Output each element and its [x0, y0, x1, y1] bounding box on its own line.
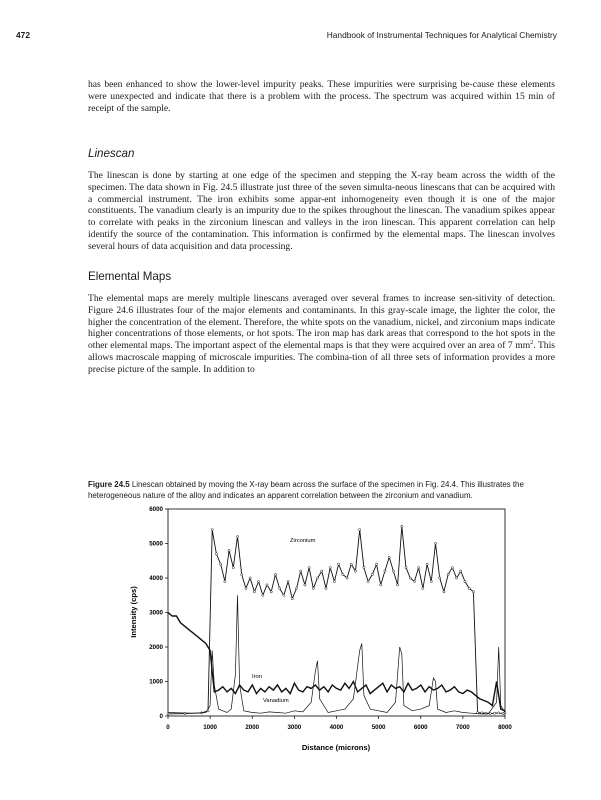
data-point-zirconium: [274, 573, 276, 575]
figure-caption-text: Linescan obtained by moving the X-ray beam across the surface of the specimen in Fig. 24.4. This illustrates the heterogeneous nature of the alloy and indicates an apparent correlation between the zirconium and vanadium.: [88, 480, 524, 501]
data-point-zirconium: [481, 712, 483, 714]
data-point-zirconium: [321, 570, 323, 572]
data-point-zirconium: [392, 570, 394, 572]
series-line-iron: [168, 613, 505, 711]
data-point-zirconium: [477, 711, 479, 713]
data-point-zirconium: [493, 712, 495, 714]
x-tick-label: 4000: [329, 724, 344, 731]
data-point-zirconium: [184, 712, 186, 714]
data-point-zirconium: [451, 567, 453, 569]
linescan-paragraph: The linescan is done by starting at one edge of the specimen and stepping the X-ray beam across the width of the specimen. The data shown in Fig. 24.5 illustrate just three of the seven simulta-neous linescans that can be acquired with a commercial instrument. The iron exhibits some appar-ent inhomogeneity even though it is one of the major constituents. The vanadium clearly is an impurity due to the spikes throughout the linescan. The vanadium spikes appear to correlate with peaks in the zirconium linescan and valleys in the iron linescan. This apparent correlation can help identify the source of the contamination. This information is confirmed by the elemental maps. The linescan involves several hours of data acquisition and data processing.: [88, 170, 555, 252]
elemental-maps-paragraph: [88, 293, 555, 376]
data-point-zirconium: [396, 584, 398, 586]
data-point-zirconium: [464, 580, 466, 582]
series-line-zirconium: [168, 526, 505, 714]
data-point-zirconium: [215, 553, 217, 555]
data-point-zirconium: [498, 712, 500, 714]
data-point-zirconium: [489, 712, 491, 714]
legend-iron: Iron: [252, 674, 262, 680]
data-point-zirconium: [363, 567, 365, 569]
data-point-zirconium: [201, 712, 203, 714]
y-tick-label: 2000: [149, 644, 163, 652]
data-point-zirconium: [241, 573, 243, 575]
data-point-zirconium: [401, 525, 403, 527]
elemental-maps-heading: Elemental Maps: [88, 270, 172, 283]
data-point-zirconium: [468, 587, 470, 589]
data-point-zirconium: [354, 570, 356, 572]
data-point-zirconium: [211, 529, 213, 531]
data-point-zirconium: [455, 577, 457, 579]
y-tick-label: 6000: [149, 506, 163, 514]
data-point-zirconium: [375, 563, 377, 565]
y-tick-label: 0: [159, 713, 163, 721]
data-point-zirconium: [291, 598, 293, 600]
data-point-zirconium: [312, 587, 314, 589]
running-header: [0, 30, 601, 44]
linescan-heading: Linescan: [88, 147, 135, 160]
y-tick-label: 3000: [149, 609, 163, 617]
y-tick-label: 4000: [149, 575, 163, 583]
data-point-zirconium: [443, 591, 445, 593]
data-point-zirconium: [287, 580, 289, 582]
data-point-zirconium: [325, 587, 327, 589]
data-point-zirconium: [257, 580, 259, 582]
data-point-zirconium: [472, 591, 474, 593]
data-point-zirconium: [422, 587, 424, 589]
data-point-zirconium: [447, 573, 449, 575]
page-number: 472: [16, 30, 30, 40]
data-point-zirconium: [333, 580, 335, 582]
data-point-zirconium: [224, 580, 226, 582]
series-line-vanadium: [168, 595, 505, 714]
x-axis-label: Distance (microns): [301, 743, 371, 752]
intro-paragraph: has been enhanced to show the lower-level impurity peaks. These impurities were surprising be-cause these elements were unexpected and indicate that there is a problem with the process. The spectrum was acquired within 15 min of receipt of the sample.: [88, 79, 555, 114]
data-point-zirconium: [460, 570, 462, 572]
plot-frame: [168, 509, 505, 716]
data-point-zirconium: [262, 594, 264, 596]
data-point-zirconium: [236, 536, 238, 538]
data-point-zirconium: [295, 587, 297, 589]
data-point-zirconium: [388, 556, 390, 558]
y-axis-ticks: [149, 506, 168, 720]
data-point-zirconium: [342, 573, 344, 575]
x-tick-label: 6000: [413, 724, 428, 731]
data-point-zirconium: [359, 529, 361, 531]
data-point-zirconium: [434, 542, 436, 544]
data-point-zirconium: [502, 712, 504, 714]
data-point-zirconium: [426, 563, 428, 565]
data-point-zirconium: [405, 567, 407, 569]
area-superscript: 2: [530, 340, 534, 346]
data-point-zirconium: [232, 567, 234, 569]
data-point-zirconium: [308, 567, 310, 569]
data-point-zirconium: [430, 580, 432, 582]
data-point-zirconium: [283, 594, 285, 596]
x-tick-label: 0: [166, 724, 170, 731]
elemental-maps-text-b: . This allows macroscale mapping of microscale impurities. The combina-tion of all three sets of information provides a more precise picture of the sample. In addition to: [88, 340, 555, 375]
data-point-zirconium: [220, 563, 222, 565]
data-point-zirconium: [439, 577, 441, 579]
x-tick-label: 8000: [498, 724, 512, 731]
data-point-zirconium: [253, 591, 255, 593]
data-point-zirconium: [371, 573, 373, 575]
data-point-zirconium: [167, 713, 169, 715]
data-point-zirconium: [316, 577, 318, 579]
data-point-zirconium: [329, 567, 331, 569]
data-point-zirconium: [413, 580, 415, 582]
data-point-zirconium: [485, 712, 487, 714]
elemental-maps-text-a: The elemental maps are merely multiple linescans averaged over several frames to increase sen-sitivity of detection. Figure 24.6 illustrates four of the major elements and contaminants. In this gray-scale image, the lighter the color, the higher the concentration of the element. Therefore, the white spots on the vanadium, nickel, and zirconium maps indicate higher concentrations of those elements, or hot spots. The iron map has dark areas that correspond to the hot spots in the other elemental maps. The important aspect of the elemental maps is that they were acquired over an area of 7 mm: [88, 293, 555, 352]
data-point-zirconium: [266, 584, 268, 586]
data-point-zirconium: [409, 577, 411, 579]
legend-zirconium: Zirconium: [290, 538, 316, 544]
data-point-zirconium: [380, 584, 382, 586]
data-point-zirconium: [270, 591, 272, 593]
data-point-zirconium: [346, 577, 348, 579]
data-point-zirconium: [367, 580, 369, 582]
running-title: Handbook of Instrumental Techniques for Analytical Chemistry: [326, 30, 557, 40]
data-point-zirconium: [300, 570, 302, 572]
x-tick-label: 2000: [245, 724, 260, 731]
x-tick-label: 5000: [371, 724, 386, 731]
x-axis-ticks: [166, 716, 512, 731]
data-point-zirconium: [338, 563, 340, 565]
x-tick-label: 3000: [287, 724, 302, 731]
y-tick-label: 1000: [149, 678, 163, 686]
data-point-zirconium: [304, 584, 306, 586]
data-point-zirconium: [207, 710, 209, 712]
y-tick-label: 5000: [149, 540, 163, 548]
data-point-zirconium: [249, 577, 251, 579]
data-point-zirconium: [279, 587, 281, 589]
figure-caption: [88, 479, 555, 501]
figure-label: Figure 24.5: [88, 480, 130, 489]
y-axis-label: Intensity (cps): [129, 586, 138, 638]
data-point-zirconium: [350, 563, 352, 565]
x-tick-label: 1000: [203, 724, 218, 731]
data-point-zirconium: [504, 711, 506, 713]
data-point-zirconium: [384, 570, 386, 572]
x-tick-label: 7000: [455, 724, 470, 731]
data-point-zirconium: [418, 567, 420, 569]
chart-series: [167, 525, 506, 715]
data-point-zirconium: [228, 549, 230, 551]
data-point-zirconium: [245, 587, 247, 589]
legend-vanadium: Vanadium: [263, 698, 289, 704]
